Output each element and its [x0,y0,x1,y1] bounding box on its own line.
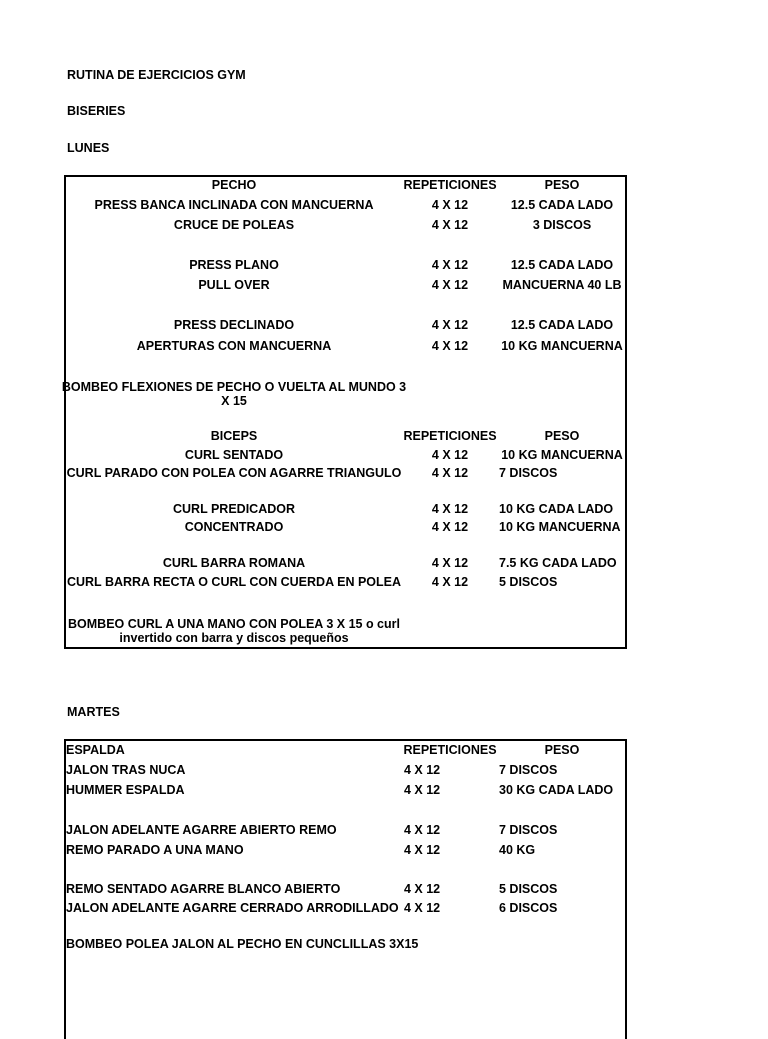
table-row-exercise: JALON ADELANTE AGARRE ABIERTO REMO [66,823,337,837]
table-row-exercise: PULL OVER [198,278,270,292]
pecho-bombeo-line1: BOMBEO FLEXIONES DE PECHO O VUELTA AL MUNDO 3 [61,380,407,394]
table-row-reps: 4 X 12 [431,466,469,480]
table-row-exercise: CURL PARADO CON POLEA CON AGARRE TRIANGULO [66,466,402,480]
table-row-reps: 4 X 12 [431,339,469,353]
table-row-exercise: CONCENTRADO [184,520,284,534]
table-row-weight: 10 KG CADA LADO [499,502,614,516]
table-row-weight: 40 KG [499,843,536,857]
table-row-exercise: CURL BARRA RECTA O CURL CON CUERDA EN POLEA [66,575,402,589]
pecho-reps-header: REPETICIONES [403,178,497,192]
day-lunes: LUNES [67,141,110,155]
table-row-weight: 30 KG CADA LADO [499,783,614,797]
table-row-reps: 4 X 12 [404,763,441,777]
table-row-reps: 4 X 12 [404,823,441,837]
day-martes: MARTES [67,705,120,719]
table-row-reps: 4 X 12 [404,783,441,797]
table-row-reps: 4 X 12 [431,448,469,462]
table-row-reps: 4 X 12 [431,502,469,516]
table-row-weight: 7 DISCOS [499,466,558,480]
table-row-exercise: REMO SENTADO AGARRE BLANCO ABIERTO [66,882,341,896]
table-row-reps: 4 X 12 [431,218,469,232]
table-row-weight: 5 DISCOS [499,575,558,589]
espalda-reps-header: REPETICIONES [403,743,497,757]
table-row-exercise: HUMMER ESPALDA [66,783,185,797]
table-row-weight: 10 KG MANCUERNA [499,520,621,534]
table-row-weight: 6 DISCOS [499,901,558,915]
table-row-weight: 5 DISCOS [499,882,558,896]
table-row-reps: 4 X 12 [404,901,441,915]
table-row-exercise: PRESS PLANO [189,258,279,272]
table-row-exercise: PRESS BANCA INCLINADA CON MANCUERNA [94,198,374,212]
table-row-weight: 7 DISCOS [499,823,558,837]
espalda-header: ESPALDA [66,743,125,757]
table-row-reps: 4 X 12 [404,843,441,857]
biceps-reps-header: REPETICIONES [403,429,497,443]
table-row-exercise: PRESS DECLINADO [173,318,295,332]
table-row-reps: 4 X 12 [431,198,469,212]
biceps-bombeo-line2: invertido con barra y discos pequeños [119,631,349,645]
pecho-bombeo-line2: X 15 [221,394,247,408]
table-row-exercise: REMO PARADO A UNA MANO [66,843,244,857]
table-row-reps: 4 X 12 [404,882,441,896]
table-row-weight: 7.5 KG CADA LADO [499,556,617,570]
espalda-bombeo: BOMBEO POLEA JALON AL PECHO EN CUNCLILLAS 3X15 [66,937,419,951]
table-row-exercise: CRUCE DE POLEAS [173,218,295,232]
table-row-weight: 10 KG MANCUERNA [501,339,623,353]
table-row-weight: MANCUERNA 40 LB [502,278,622,292]
table-row-exercise: JALON TRAS NUCA [66,763,186,777]
pecho-header: PECHO [211,178,257,192]
table-row-weight: 7 DISCOS [499,763,558,777]
table-row-weight: 12.5 CADA LADO [510,318,614,332]
espalda-weight-header: PESO [544,743,580,757]
table-row-reps: 4 X 12 [431,520,469,534]
table-row-exercise: CURL PREDICADOR [173,502,295,516]
table-row-weight: 12.5 CADA LADO [510,198,614,212]
biceps-bombeo-line1: BOMBEO CURL A UNA MANO CON POLEA 3 X 15 o curl [68,617,400,631]
table-row-weight: 12.5 CADA LADO [510,258,614,272]
table-row-exercise: JALON ADELANTE AGARRE CERRADO ARRODILLADO [66,901,399,915]
pecho-weight-header: PESO [544,178,580,192]
biceps-header: BICEPS [210,429,258,443]
document-title: RUTINA DE EJERCICIOS GYM [67,68,246,82]
table-row-weight: 3 DISCOS [532,218,592,232]
biceps-weight-header: PESO [544,429,580,443]
table-row-reps: 4 X 12 [431,556,469,570]
table-row-exercise: APERTURAS CON MANCUERNA [136,339,332,353]
table-row-exercise: CURL BARRA ROMANA [162,556,306,570]
table-row-weight: 10 KG MANCUERNA [501,448,623,462]
routine-type: BISERIES [67,104,126,118]
table-row-reps: 4 X 12 [431,278,469,292]
table-row-reps: 4 X 12 [431,258,469,272]
table-row-exercise: CURL SENTADO [184,448,284,462]
table-row-reps: 4 X 12 [431,318,469,332]
table-row-reps: 4 X 12 [431,575,469,589]
